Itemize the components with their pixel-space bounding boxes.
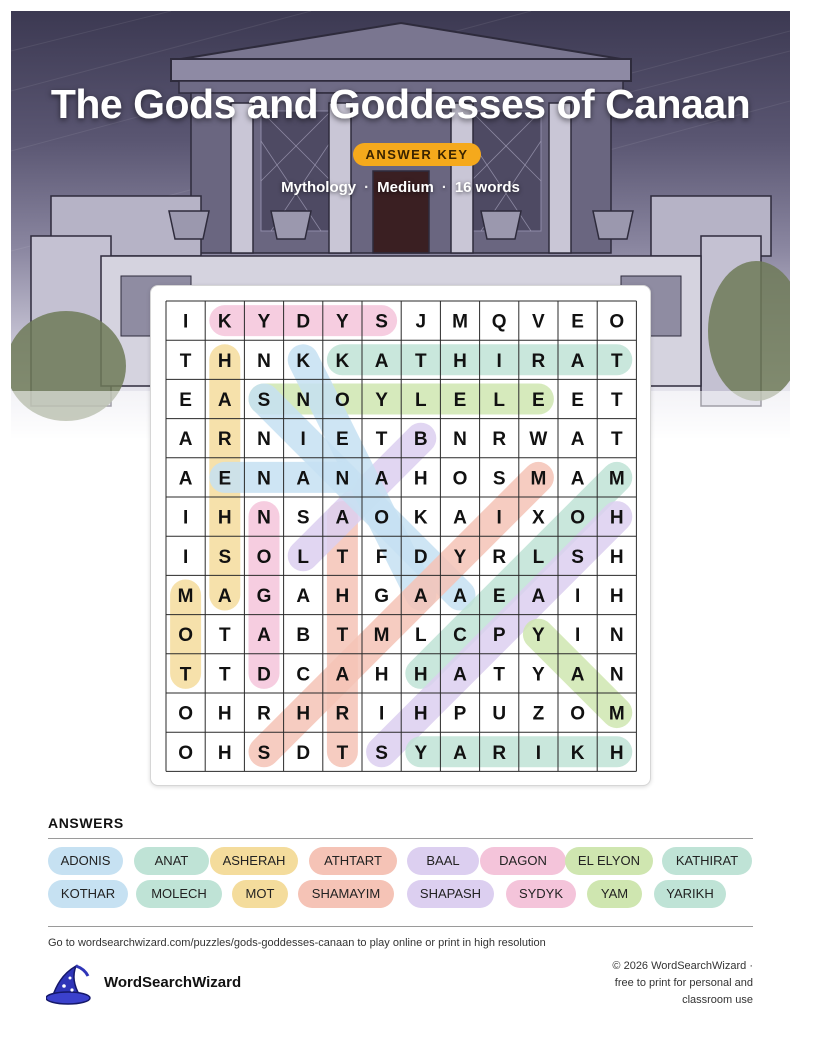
- answer-pill: BAAL: [407, 847, 479, 875]
- grid-letter[interactable]: N: [335, 468, 350, 490]
- wizard-hat-icon: [46, 964, 94, 1006]
- grid-letter[interactable]: M: [452, 311, 468, 333]
- copyright-line: free to print for personal and: [614, 977, 753, 989]
- grid-letter[interactable]: S: [296, 507, 310, 529]
- puzzle-meta: [11, 179, 790, 196]
- grid-letter[interactable]: A: [570, 350, 585, 372]
- separator-dot: ·: [441, 179, 447, 196]
- grid-letter[interactable]: E: [492, 586, 506, 607]
- grid-letter[interactable]: T: [336, 625, 349, 647]
- grid-letter[interactable]: N: [257, 468, 271, 490]
- grid-letter[interactable]: D: [296, 311, 311, 333]
- grid-letter[interactable]: A: [570, 468, 585, 490]
- grid-letter[interactable]: Y: [532, 625, 545, 647]
- grid-letter[interactable]: S: [375, 311, 388, 333]
- grid-letter[interactable]: H: [296, 703, 311, 725]
- grid-letter[interactable]: C: [296, 664, 311, 686]
- grid-letter[interactable]: Y: [336, 311, 349, 333]
- answer-pill: ANAT: [134, 847, 209, 875]
- grid-letter[interactable]: P: [492, 625, 506, 647]
- answer-pill: SHAPASH: [407, 880, 494, 908]
- grid-letter[interactable]: N: [609, 625, 624, 647]
- grid-letter[interactable]: H: [413, 468, 428, 490]
- grid-letter[interactable]: Y: [414, 742, 428, 764]
- grid-letter[interactable]: S: [218, 546, 232, 568]
- grid-letter[interactable]: A: [453, 664, 467, 686]
- grid-letter[interactable]: U: [492, 703, 507, 725]
- grid-letter[interactable]: S: [375, 742, 388, 764]
- grid-letter[interactable]: T: [336, 742, 349, 764]
- grid-letter[interactable]: I: [378, 703, 385, 725]
- grid-letter[interactable]: X: [532, 507, 545, 529]
- grid-letter[interactable]: N: [453, 429, 467, 451]
- grid-letter[interactable]: A: [453, 742, 467, 764]
- grid-letter[interactable]: V: [532, 311, 545, 333]
- grid-letter[interactable]: T: [375, 429, 388, 451]
- grid-letter[interactable]: R: [492, 742, 507, 764]
- grid-letter[interactable]: I: [535, 742, 542, 764]
- answer-pill: YAM: [587, 880, 642, 908]
- grid-letter[interactable]: A: [531, 586, 546, 607]
- grid-letter[interactable]: P: [453, 703, 467, 725]
- grid-letter[interactable]: N: [257, 350, 271, 372]
- grid-letter[interactable]: T: [336, 546, 349, 568]
- grid-letter[interactable]: A: [453, 507, 467, 529]
- grid-letter[interactable]: T: [610, 429, 623, 451]
- grid-letter[interactable]: H: [217, 507, 232, 529]
- grid-letter[interactable]: I: [574, 586, 581, 607]
- brand-name: WordSearchWizard: [104, 974, 242, 991]
- grid-letter[interactable]: A: [374, 468, 389, 490]
- grid-letter[interactable]: L: [414, 625, 427, 647]
- answer-pill: SHAMAYIM: [298, 880, 394, 908]
- grid-letter[interactable]: O: [570, 703, 585, 725]
- grid-letter[interactable]: M: [608, 703, 625, 725]
- grid-letter[interactable]: L: [297, 546, 310, 568]
- answer-pill: ATHTART: [309, 847, 397, 875]
- separator-dot: ·: [364, 179, 370, 196]
- answers-heading: ANSWERS: [48, 815, 124, 831]
- word-count-label: 16 words: [454, 179, 520, 196]
- grid-letter[interactable]: M: [177, 586, 194, 607]
- grid-letter[interactable]: O: [452, 468, 468, 490]
- grid-letter[interactable]: C: [453, 625, 467, 647]
- grid-letter[interactable]: O: [570, 507, 585, 529]
- grid-letter[interactable]: S: [257, 742, 271, 764]
- grid-letter[interactable]: O: [178, 625, 193, 647]
- answer-pill: EL ELYON: [565, 847, 653, 875]
- grid-letter[interactable]: I: [496, 507, 502, 529]
- grid-letter[interactable]: I: [182, 311, 189, 333]
- grid-letter[interactable]: T: [610, 350, 623, 372]
- divider: [48, 838, 753, 839]
- grid-letter[interactable]: L: [414, 390, 427, 411]
- grid-letter[interactable]: F: [375, 546, 388, 568]
- grid-letter[interactable]: N: [609, 664, 624, 686]
- grid-letter[interactable]: K: [570, 742, 585, 764]
- grid-letter[interactable]: M: [373, 625, 390, 647]
- grid-letter[interactable]: A: [296, 586, 311, 607]
- puzzle-card: [150, 285, 651, 786]
- grid-letter[interactable]: H: [609, 742, 624, 764]
- grid-letter[interactable]: B: [296, 625, 311, 647]
- grid-letter[interactable]: A: [217, 390, 232, 411]
- grid-letter[interactable]: Y: [532, 664, 545, 686]
- answer-pill: KATHIRAT: [662, 847, 752, 875]
- grid-letter[interactable]: E: [571, 311, 584, 333]
- grid-letter[interactable]: K: [335, 350, 350, 372]
- grid-letter[interactable]: H: [453, 350, 467, 372]
- grid-letter[interactable]: A: [570, 429, 585, 451]
- grid-letter[interactable]: W: [529, 429, 548, 451]
- grid-letter[interactable]: A: [296, 468, 311, 490]
- grid-letter[interactable]: R: [492, 429, 507, 451]
- grid-letter[interactable]: H: [374, 664, 389, 686]
- grid-letter[interactable]: E: [453, 390, 467, 411]
- answer-pill: KOTHAR: [48, 880, 128, 908]
- grid-letter[interactable]: H: [413, 664, 428, 686]
- grid-letter[interactable]: K: [296, 350, 311, 372]
- grid-letter[interactable]: I: [182, 546, 189, 568]
- grid-letter[interactable]: I: [300, 429, 306, 451]
- grid-letter[interactable]: O: [335, 390, 350, 411]
- grid-letter[interactable]: I: [574, 625, 581, 647]
- grid-letter[interactable]: R: [257, 703, 271, 725]
- grid-letter[interactable]: H: [609, 507, 624, 529]
- answer-pill: DAGON: [480, 847, 566, 875]
- grid-letter[interactable]: T: [218, 625, 231, 647]
- grid-letter[interactable]: D: [257, 664, 271, 686]
- grid-letter[interactable]: E: [179, 390, 192, 411]
- grid-letter[interactable]: O: [609, 311, 625, 333]
- grid-letter[interactable]: K: [217, 311, 232, 333]
- grid-letter[interactable]: A: [335, 507, 350, 529]
- grid-letter[interactable]: M: [608, 468, 625, 490]
- grid-letter[interactable]: T: [610, 390, 623, 411]
- grid-letter[interactable]: N: [257, 429, 271, 451]
- answer-pill: MOT: [232, 880, 288, 908]
- answer-pill: MOLECH: [136, 880, 222, 908]
- difficulty-label: Medium: [377, 179, 434, 196]
- grid-letter[interactable]: H: [609, 586, 624, 607]
- grid-letter[interactable]: S: [571, 546, 584, 568]
- copyright: [563, 958, 753, 1009]
- grid-letter[interactable]: R: [492, 546, 507, 568]
- grid-letter[interactable]: H: [217, 350, 232, 372]
- grid-letter[interactable]: A: [257, 625, 271, 647]
- grid-letter[interactable]: R: [531, 350, 546, 372]
- grid-letter[interactable]: K: [413, 507, 428, 529]
- grid-letter[interactable]: J: [415, 311, 427, 333]
- grid-letter[interactable]: N: [296, 390, 311, 411]
- answer-pill: ASHERAH: [210, 847, 298, 875]
- grid-letter[interactable]: T: [414, 350, 427, 372]
- grid-letter[interactable]: S: [492, 468, 506, 490]
- grid-letter[interactable]: N: [257, 507, 271, 529]
- grid-letter[interactable]: T: [493, 664, 506, 686]
- grid-letter[interactable]: Y: [257, 311, 271, 333]
- category-label: Mythology: [281, 179, 357, 196]
- grid-letter[interactable]: E: [571, 390, 584, 411]
- grid-letter[interactable]: H: [413, 703, 428, 725]
- grid-letter[interactable]: O: [178, 742, 193, 764]
- grid-letter[interactable]: A: [178, 468, 193, 490]
- grid-letter[interactable]: O: [178, 703, 193, 725]
- copyright-line: © 2026 WordSearchWizard ·: [612, 960, 753, 972]
- grid-letter[interactable]: A: [335, 664, 350, 686]
- grid-letter[interactable]: E: [336, 429, 349, 451]
- page-title: The Gods and Goddesses of Canaan: [50, 81, 751, 127]
- answer-key-badge: ANSWER KEY: [353, 143, 481, 166]
- grid-letter[interactable]: G: [374, 586, 389, 607]
- grid-letter[interactable]: T: [179, 664, 192, 686]
- word-search-grid: [151, 286, 652, 787]
- grid-letter[interactable]: M: [530, 468, 547, 490]
- grid-letter[interactable]: O: [374, 507, 389, 529]
- grid-letter[interactable]: Y: [375, 390, 388, 411]
- grid-letter[interactable]: D: [296, 742, 311, 764]
- grid-letter[interactable]: E: [532, 390, 545, 411]
- answer-pill: ADONIS: [48, 847, 123, 875]
- grid-letter[interactable]: D: [413, 546, 428, 568]
- copyright-line: classroom use: [682, 994, 753, 1006]
- grid-letter[interactable]: O: [256, 546, 272, 568]
- grid-letter[interactable]: T: [179, 350, 192, 372]
- footer-link[interactable]: Go to wordsearchwizard.com/puzzles/gods-goddesses-canaan to play online or print in high resolution: [48, 937, 546, 949]
- grid-letter[interactable]: G: [256, 586, 272, 607]
- divider: [48, 926, 753, 927]
- grid-letter[interactable]: A: [453, 586, 467, 607]
- grid-letter[interactable]: H: [335, 586, 350, 607]
- grid-letter[interactable]: L: [493, 390, 506, 411]
- grid-letter[interactable]: R: [217, 429, 232, 451]
- grid-letter[interactable]: Z: [532, 703, 545, 725]
- grid-letter[interactable]: L: [532, 546, 545, 568]
- grid-letter[interactable]: Q: [491, 311, 507, 333]
- grid-letter[interactable]: E: [218, 468, 232, 490]
- grid-letter[interactable]: A: [570, 664, 585, 686]
- answer-pill: YARIKH: [654, 880, 726, 908]
- grid-letter[interactable]: B: [413, 429, 428, 451]
- answer-pill: SYDYK: [506, 880, 576, 908]
- grid-letter[interactable]: H: [609, 546, 624, 568]
- grid-letter[interactable]: H: [217, 742, 232, 764]
- grid-letter[interactable]: Y: [453, 546, 467, 568]
- grid-letter[interactable]: A: [413, 586, 428, 607]
- grid-letter[interactable]: R: [335, 703, 350, 725]
- grid-letter[interactable]: A: [217, 586, 232, 607]
- grid-letter[interactable]: A: [374, 350, 389, 372]
- grid-letter[interactable]: H: [217, 703, 232, 725]
- grid-letter[interactable]: I: [182, 507, 189, 529]
- grid-letter[interactable]: I: [496, 350, 502, 372]
- grid-letter[interactable]: A: [178, 429, 193, 451]
- grid-letter[interactable]: T: [218, 664, 231, 686]
- grid-letter[interactable]: S: [257, 390, 271, 411]
